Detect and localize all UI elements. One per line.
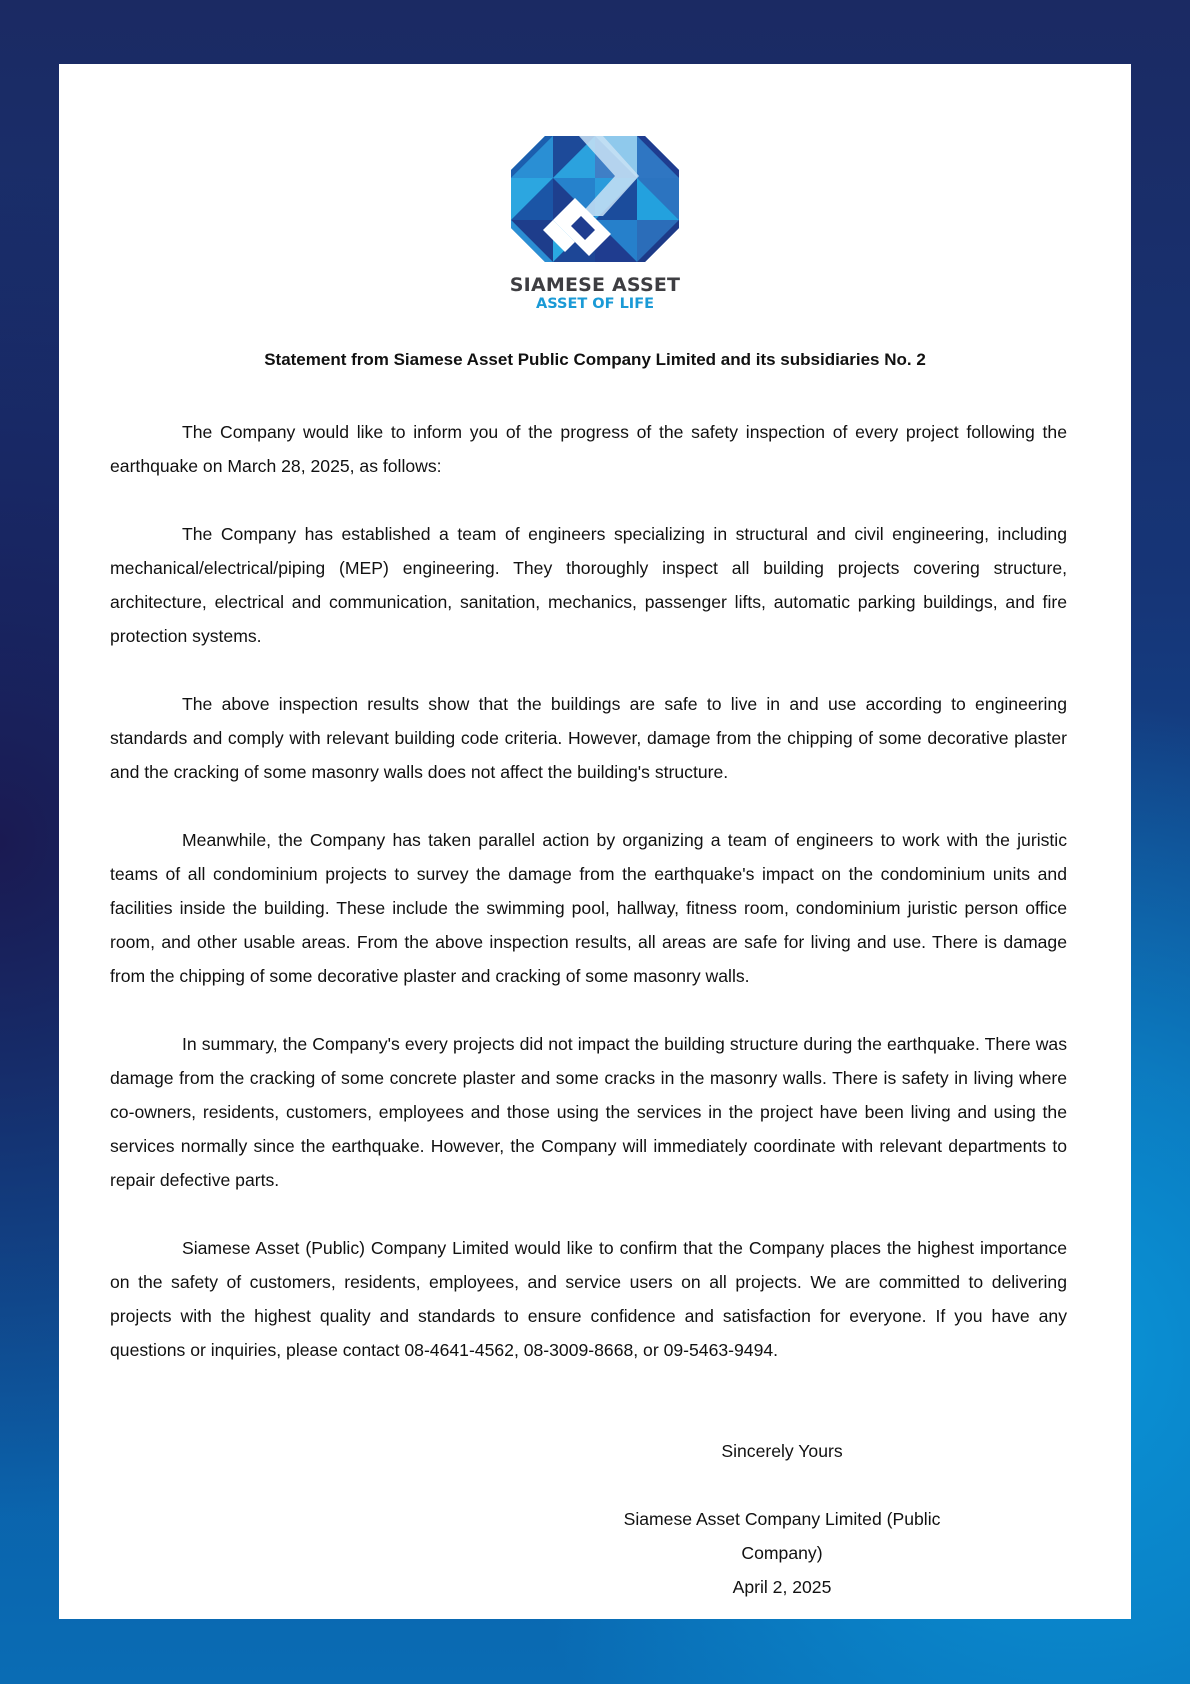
brand-name: SIAMESE ASSET	[509, 274, 681, 296]
paragraph: Siamese Asset (Public) Company Limited would like to confirm that the Company places the highest importance on the safety of customers, residents, employees, and service users on all projects. We are committed to delivering projects with the highest quality and standards to ensure confidence and satisfaction for everyone. If you have any questions or inquiries, please contact 08-4641-4562, 08-3009-8668, or 09-5463-9494.	[110, 1238, 1067, 1360]
document-page	[59, 64, 1131, 1619]
statement-body	[110, 415, 1067, 1401]
paragraph: In summary, the Company's every projects did not impact the building structure during the earthquake. There was damage from the cracking of some concrete plaster and some cracks in the masonry walls. There is safety in living where co-owners, residents, customers, employees and those using the services in the project have been living and using the services normally since the earthquake. However, the Company will immediately coordinate with relevant departments to repair defective parts.	[110, 1034, 1067, 1190]
brand-tagline: ASSET OF LIFE	[535, 296, 655, 312]
company-logo	[59, 136, 1131, 313]
paragraph: The Company has established a team of engineers specializing in structural and civil engineering, including mechanical/electrical/piping (MEP) engineering. They thoroughly inspect all building projects covering structure, architecture, electrical and communication, sanitation, mechanics, passenger lifts, automatic parking buildings, and fire protection systems.	[110, 524, 1067, 646]
paragraph: The Company would like to inform you of the progress of the safety inspection of every project following the earthquake on March 28, 2025, as follows:	[110, 422, 1067, 476]
paragraph: The above inspection results show that the buildings are safe to live in and use according to engineering standards and comply with relevant building code criteria. However, damage from the chipping of some decorative plaster and the cracking of some masonry walls does not affect the building's structure.	[110, 694, 1067, 782]
signatory-name: Siamese Asset Company Limited (Public Company)	[623, 1509, 941, 1563]
closing-salutation: Sincerely Yours	[721, 1441, 843, 1461]
statement-title: Statement from Siamese Asset Public Company Limited and its subsidiaries No. 2	[264, 350, 926, 369]
octagon-logo-icon	[511, 136, 679, 262]
signature-block	[589, 1502, 975, 1604]
statement-date: April 2, 2025	[732, 1577, 832, 1597]
paragraph: Meanwhile, the Company has taken parallel action by organizing a team of engineers to work with the juristic teams of all condominium projects to survey the damage from the earthquake's impact on the condominium units and facilities inside the building. These include the swimming pool, hallway, fitness room, condominium juristic person office room, and other usable areas. From the above inspection results, all areas are safe for living and use. There is damage from the chipping of some decorative plaster and cracking of some masonry walls.	[110, 830, 1067, 986]
